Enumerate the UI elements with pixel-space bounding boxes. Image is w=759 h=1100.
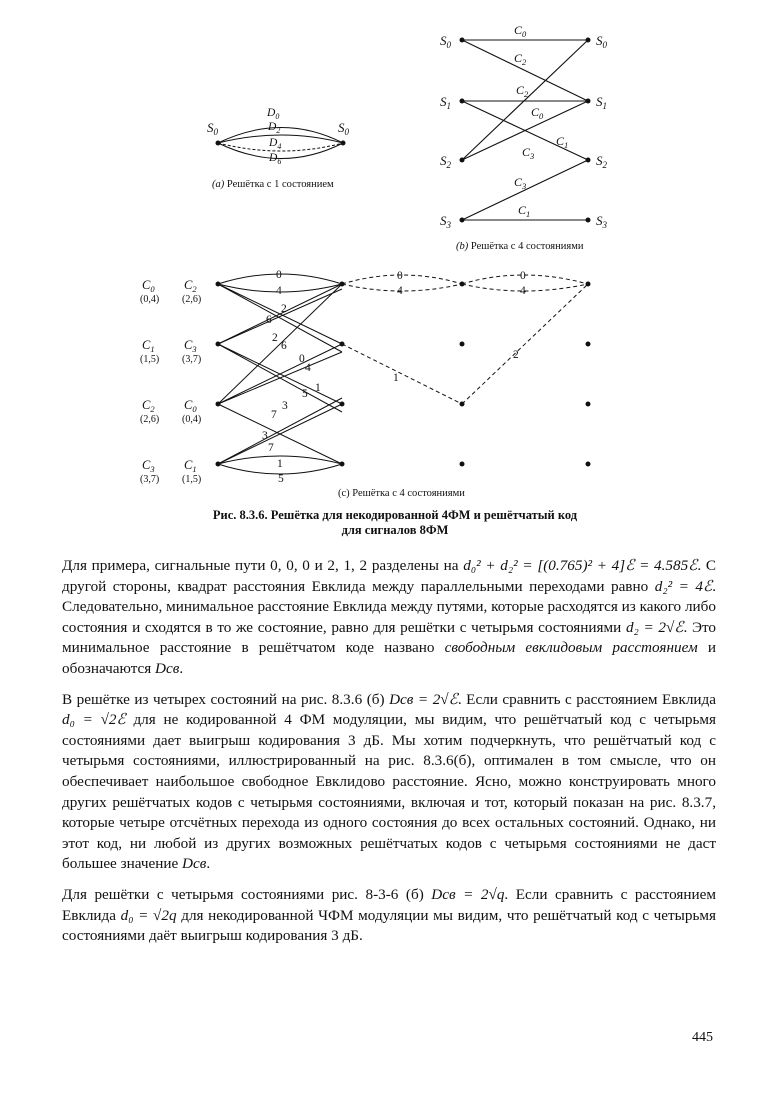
b-node [586, 38, 591, 43]
page-number: 445 [692, 1030, 713, 1045]
c-pair-left2: (2,6) [182, 294, 202, 305]
b-label: $C_1$ [518, 203, 531, 219]
a-label-d6: $D_6$ [269, 152, 282, 166]
c-pair-left: (1,5) [140, 354, 160, 365]
formula: d₂ = 2√ℰ [625, 618, 684, 636]
c-node [216, 402, 221, 407]
c-node [586, 342, 591, 347]
c-node [586, 282, 591, 287]
c-node [340, 342, 345, 347]
c-branch-label: 0 [397, 270, 403, 282]
a-label-d2: $D_2$ [268, 121, 281, 135]
c-branch-label: 2 [281, 303, 287, 315]
c-branch-label: 4 [276, 285, 282, 297]
formula: Dсв [155, 659, 180, 677]
c-branch-dashed [462, 284, 588, 404]
c-branch-label: 3 [282, 400, 288, 412]
c-branch-label: 5 [278, 473, 284, 485]
c-branch-label: 4 [520, 285, 526, 297]
c-label-left: $C_3$ [142, 458, 155, 474]
b-state-left-3: $S_3$ [440, 213, 451, 230]
b-state-right-1: $S_1$ [596, 94, 607, 111]
a-state-left: $S_0$ [207, 120, 218, 137]
b-node [460, 158, 465, 163]
c-branch [218, 289, 342, 344]
c-branch-dashed [342, 344, 462, 404]
b-node [586, 218, 591, 223]
b-label: $C_3$ [514, 175, 527, 191]
c-branch-label: 1 [393, 372, 399, 384]
c-node [340, 282, 345, 287]
subfigure-a [207, 107, 350, 190]
a-label-d0: $D_0$ [267, 107, 280, 121]
c-pair-left2: (0,4) [182, 414, 202, 425]
paragraph-1: Для примера, сигнальные пути 0, 0, 0 и 2, 1, 2 разделены на d₀² + d₂² = [(0.765)² + 4]ℰ = 4.585ℰ. С другой стороны, квадрат расстояния Евклида между параллельными переходами равно d₂² = 4ℰ. Следовательно, минимальное расстояние Евклида между путями, которые расходятся из какого либо состояния и сходятся в то же состояние, равно для решётки с четырьмя состояниями d₂ = 2√ℰ. Это минимальное расстояние в решётчатом коде названо свободным евклидовым расстоянием и обозначаются Dсв. [62, 557, 717, 677]
c-branch-label: 3 [262, 430, 268, 442]
b-node [460, 38, 465, 43]
formula: d₂² = 4ℰ [654, 577, 713, 595]
b-label: $C_3$ [522, 145, 535, 161]
c-node [586, 402, 591, 407]
c-node [460, 402, 465, 407]
c-branch-label: 7 [271, 409, 277, 421]
c-pair-left2: (3,7) [182, 354, 202, 365]
c-branch-label: 0 [276, 269, 282, 281]
figure-caption-line2: для сигналов 8ФМ [341, 523, 449, 537]
figure-caption-line1: Рис. 8.3.6. Решётка для некодированной 4ФМ и решётчатый код [212, 508, 578, 522]
b-caption: (b) Решётка с 4 состояниями [456, 241, 584, 252]
body-text [62, 556, 716, 957]
c-pair-left: (0,4) [140, 294, 160, 305]
subfigure-b [440, 23, 608, 252]
c-node [216, 462, 221, 467]
c-label-left: $C_1$ [142, 338, 155, 354]
c-label-left: $C_2$ [142, 398, 155, 414]
c-branch-label: 0 [299, 353, 305, 365]
b-label: $C_2$ [514, 51, 527, 67]
c-branch-label: 1 [315, 382, 321, 394]
c-branch [218, 398, 342, 464]
c-branch-label: 4 [305, 362, 311, 374]
b-label: $C_0$ [514, 23, 527, 39]
b-node [460, 99, 465, 104]
c-pair-left: (3,7) [140, 474, 160, 485]
emphasis-term: свободным евклидовым расстоянием [444, 639, 698, 657]
formula: d₀ = √2q [120, 906, 177, 924]
c-node [460, 282, 465, 287]
b-state-left-0: $S_0$ [440, 33, 451, 50]
c-node [216, 282, 221, 287]
c-node [586, 462, 591, 467]
a-label-d4: $D_4$ [269, 137, 282, 151]
formula: d₀ = √2ℰ [62, 711, 126, 729]
b-state-right-0: $S_0$ [596, 33, 607, 50]
a-state-right: $S_0$ [338, 120, 349, 137]
b-state-right-3: $S_3$ [596, 213, 607, 230]
formula: d₀² + d₂² = [(0.765)² + 4]ℰ = 4.585ℰ [463, 557, 698, 574]
formula: Dсв [182, 855, 207, 873]
c-label-left2: $C_2$ [184, 278, 197, 294]
c-node [340, 462, 345, 467]
c-branch [218, 284, 342, 404]
c-branch-label: 6 [281, 340, 287, 352]
a-caption: (a) Решётка с 1 состоянием [212, 179, 334, 190]
formula: Dсв = 2√q [431, 885, 505, 903]
c-node [340, 402, 345, 407]
a-node-right [341, 141, 346, 146]
c-caption: (c) Решётка с 4 состояниями [338, 488, 465, 499]
b-label: $C_2$ [516, 83, 529, 99]
b-label: $C_1$ [556, 134, 569, 150]
b-state-left-1: $S_1$ [440, 94, 451, 111]
b-node [460, 218, 465, 223]
c-branch-label: 5 [302, 388, 308, 400]
c-node [460, 342, 465, 347]
c-branch-label: 7 [268, 442, 274, 454]
b-node [586, 99, 591, 104]
c-branch-label: 0 [520, 270, 526, 282]
b-label: $C_0$ [531, 105, 544, 121]
b-state-right-2: $S_2$ [596, 153, 607, 170]
c-pair-left2: (1,5) [182, 474, 202, 485]
c-label-left2: $C_1$ [184, 458, 197, 474]
figure-trellis [0, 0, 759, 505]
subfigure-c [140, 269, 591, 499]
c-branch-label: 2 [272, 332, 278, 344]
paragraph-2: В решётке из четырех состояний на рис. 8.3.6 (б) Dсв = 2√ℰ. Если сравнить с расстоянием Евклида d₀ = √2ℰ для не кодированной 4 ФМ модуляции, мы видим, что решётчатый код с четырьмя состояниями дает выигрыш кодирования 3 дБ. Мы хотим подчеркнуть, что решётчатый код с четырьмя состояниями, иллюстрированный на рис. 8.3.6(б), оптимален в том смысле, что он обеспечивает наибольшое свободное Евклидово расстояние. Ясно, можно конструировать много других решётчатых кодов с четырьмя состояниями, включая и тот, который показан на рис. 8.3.7, которые четыре отсчётных перехода из одного состояния до всех остальных состояний. Однако, ни этот код, ни любой из других возможных решётчатых кодов с четырьмя состояниями не даст большее значение Dсв. [62, 690, 717, 873]
c-node [216, 342, 221, 347]
paragraph-3: Для решётки с четырьмя состояниями рис. 8-3-6 (б) Dсв = 2√q. Если сравнить с расстоянием Евклида d₀ = √2q для некодированной ЧФМ модуляции мы видим, что решётчатый код с четырьмя состояниями даёт выигрыш кодирования 3 дБ. [62, 885, 717, 945]
c-pair-left: (2,6) [140, 414, 160, 425]
a-node-left [216, 141, 221, 146]
figure-caption [150, 508, 640, 538]
c-branch [218, 352, 342, 404]
c-branch-label: 1 [277, 458, 283, 470]
b-state-left-2: $S_2$ [440, 153, 451, 170]
c-label-left2: $C_0$ [184, 398, 197, 414]
c-branch-label: 2 [513, 349, 519, 361]
c-label-left2: $C_3$ [184, 338, 197, 354]
c-label-left: $C_0$ [142, 278, 155, 294]
c-branch-label: 6 [266, 314, 272, 326]
b-node [586, 158, 591, 163]
c-branch-label: 4 [397, 285, 403, 297]
c-node [460, 462, 465, 467]
formula: Dсв = 2√ℰ [389, 690, 458, 708]
